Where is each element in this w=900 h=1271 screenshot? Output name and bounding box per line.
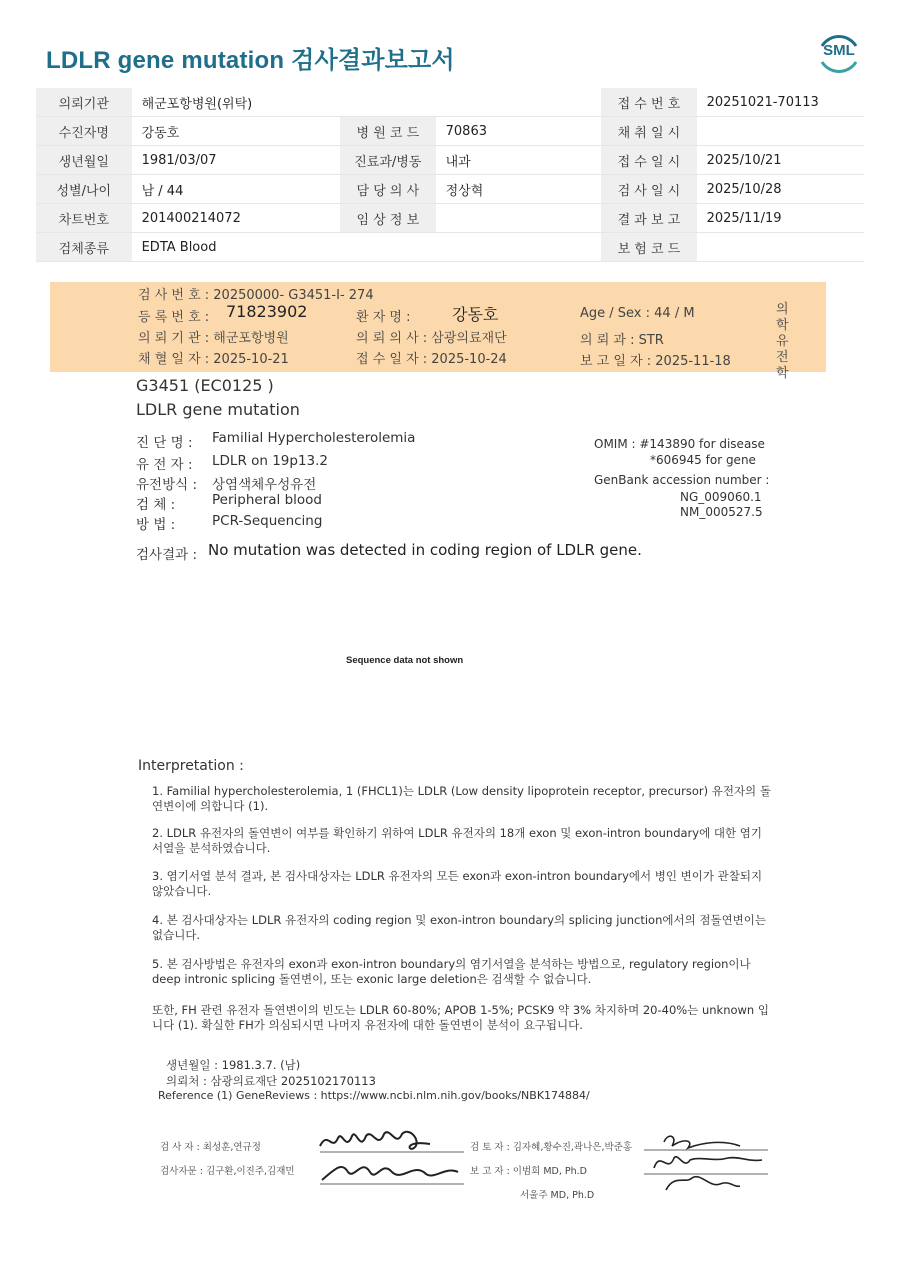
method-label: 방 법 : (136, 517, 176, 533)
info-value: 정상혁 (436, 175, 602, 204)
info-row (36, 233, 864, 262)
info-value: 2025/10/21 (697, 146, 864, 175)
interpretation-2: 2. LDLR 유전자의 돌연변이 여부를 확인하기 위하여 LDLR 유전자의 18개 exon 및 exon-intron boundary에 대한 염기서열을 분석하였습니다. (152, 826, 762, 855)
inheritance: 상염색체우성유전 (212, 477, 317, 493)
info-label: 채 취 일 시 (601, 117, 696, 146)
reg-number-label: 등 록 번 호 : (138, 310, 210, 325)
sequence-note: Sequence data not shown (346, 655, 464, 666)
info-label: 보 험 코 드 (601, 233, 696, 262)
diagnosis-label: 진 단 명 : (136, 435, 193, 451)
info-row (36, 175, 864, 204)
patient-name-label: 환 자 명 : (356, 310, 411, 325)
info-value: 20251021-70113 (697, 88, 864, 117)
interpretation-4: 4. 본 검사대상자는 LDLR 유전자의 coding region 및 exon-intron boundary의 splicing junction에서의 점돌연변이는 없습니다. (152, 913, 767, 942)
reported-date: 보 고 일 자 : 2025-11-18 (580, 354, 731, 369)
result-label: 검사결과 : (136, 547, 198, 563)
info-value: 강동호 (132, 117, 340, 146)
info-empty-cell (340, 88, 601, 117)
info-value: 2025/11/19 (697, 204, 864, 233)
interpretation-1: 1. Familial hypercholesterolemia, 1 (FHCL1)는 LDLR (Low density lipoprotein receptor, precursor) 유전자의 돌연변이에 의합니다 (1). (152, 784, 771, 813)
result-text: No mutation was detected in coding region of LDLR gene. (208, 541, 642, 559)
referrer-note: 의뢰처 : 삼광의료재단 2025102170113 (166, 1074, 376, 1088)
info-label: 임 상 정 보 (340, 204, 436, 233)
test-name: LDLR gene mutation (136, 400, 300, 419)
interpretation-title: Interpretation : (138, 758, 244, 774)
interpretation-6: 또한, FH 관련 유전자 돌연변이의 빈도는 LDLR 60-80%; APOB 1-5%; PCSK9 약 3% 차지하며 20-40%는 unknown 입니다 (1). 확실한 FH가 의심되시면 나머지 유전자에 대한 돌연변이 분석이 요구됩니다. (152, 1003, 769, 1032)
info-label: 성별/나이 (36, 175, 132, 204)
info-label: 의뢰기관 (36, 88, 132, 117)
info-row (36, 88, 864, 117)
birth-date-note: 생년월일 : 1981.3.7. (남) (166, 1058, 301, 1072)
info-empty-cell (340, 233, 601, 262)
scan-header (50, 282, 826, 381)
advisor: 검사자문 : 김구환,이진주,김재민 (160, 1166, 295, 1177)
inheritance-label: 유전방식 : (136, 477, 198, 493)
info-label: 수진자명 (36, 117, 132, 146)
info-label: 담 당 의 사 (340, 175, 436, 204)
test-number: 검 사 번 호 : 20250000- G3451-I- 274 (138, 288, 374, 303)
info-value: 70863 (436, 117, 602, 146)
specimen-label: 검 체 : (136, 497, 176, 513)
reporter-signature-icon (644, 1128, 774, 1200)
genbank-label: GenBank accession number : (594, 473, 770, 487)
tester: 검 사 자 : 최성훈,연규정 (160, 1142, 261, 1153)
patient-name: 강동호 (452, 305, 499, 324)
method: PCR-Sequencing (212, 513, 323, 529)
info-value: 201400214072 (132, 204, 340, 233)
reviewer: 검 토 자 : 김자혜,황수진,곽나은,박준홍 (470, 1142, 632, 1153)
diagnosis: Familial Hypercholesterolemia (212, 430, 416, 446)
info-value: 내과 (436, 146, 602, 175)
info-label: 생년월일 (36, 146, 132, 175)
info-label: 접 수 일 시 (601, 146, 696, 175)
reporter-2: 서울주 MD, Ph.D (520, 1190, 595, 1201)
age-sex: Age / Sex : 44 / M (580, 306, 695, 321)
gene: LDLR on 19p13.2 (212, 453, 329, 469)
genbank-1: NG_009060.1 (680, 490, 762, 504)
test-code: G3451 (EC0125 ) (136, 376, 274, 395)
report-title: LDLR gene mutation 검사결과보고서 (46, 47, 455, 74)
institution: 의 뢰 기 관 : 해군포항병원 (138, 331, 289, 346)
info-label: 병 원 코 드 (340, 117, 436, 146)
info-label: 접 수 번 호 (601, 88, 696, 117)
genbank-2: NM_000527.5 (680, 505, 763, 519)
scanned-report (50, 270, 830, 1230)
interpretation-5: 5. 본 검사방법은 유전자의 exon과 exon-intron boundary의 염기서열을 분석하는 방법으로, regulatory region이나 deep intronic splicing 돌연변이, 또는 exonic large deletion은 검색할 수 없습니다. (152, 957, 751, 986)
gene-label: 유 전 자 : (136, 457, 193, 473)
logo-text: SML (823, 42, 855, 59)
omim-gene: *606945 for gene (650, 453, 756, 467)
info-row (36, 204, 864, 233)
interpretation-3: 3. 염기서열 분석 결과, 본 검사대상자는 LDLR 유전자의 모든 exon과 exon-intron boundary에서 병인 변이가 관찰되지 않았습니다. (152, 869, 763, 898)
info-row (36, 117, 864, 146)
referring-doctor: 의 뢰 의 사 : 삼광의료재단 (356, 331, 507, 346)
info-label: 검체종류 (36, 233, 132, 262)
info-value: 1981/03/07 (132, 146, 340, 175)
department: 의 뢰 과 : STR (580, 333, 664, 348)
reference: Reference (1) GeneReviews : https://www.ncbi.nlm.nih.gov/books/NBK174884/ (158, 1089, 590, 1102)
info-label: 진료과/병동 (340, 146, 436, 175)
info-label: 차트번호 (36, 204, 132, 233)
info-label: 검 사 일 시 (601, 175, 696, 204)
info-value (697, 117, 864, 146)
info-value (436, 204, 602, 233)
omim-disease: OMIM : #143890 for disease (594, 437, 765, 451)
info-value: 2025/10/28 (697, 175, 864, 204)
info-row (36, 146, 864, 175)
reg-number: 71823902 (226, 302, 308, 321)
info-value: EDTA Blood (132, 233, 340, 262)
info-value: 해군포항병원(위탁) (132, 88, 340, 117)
info-label: 결 과 보 고 (601, 204, 696, 233)
sml-logo (814, 28, 864, 78)
vertical-dept-label: 의 학 유 전 학 (776, 302, 789, 381)
received-date: 접 수 일 자 : 2025-10-24 (356, 352, 507, 367)
reporter: 보 고 자 : 이범희 MD, Ph.D (470, 1166, 587, 1177)
collected-date: 채 혈 일 자 : 2025-10-21 (138, 352, 289, 367)
specimen: Peripheral blood (212, 492, 322, 508)
info-value (697, 233, 864, 262)
info-value: 남 / 44 (132, 175, 340, 204)
patient-info-table (36, 88, 864, 262)
tester-signature-icon (318, 1122, 468, 1188)
